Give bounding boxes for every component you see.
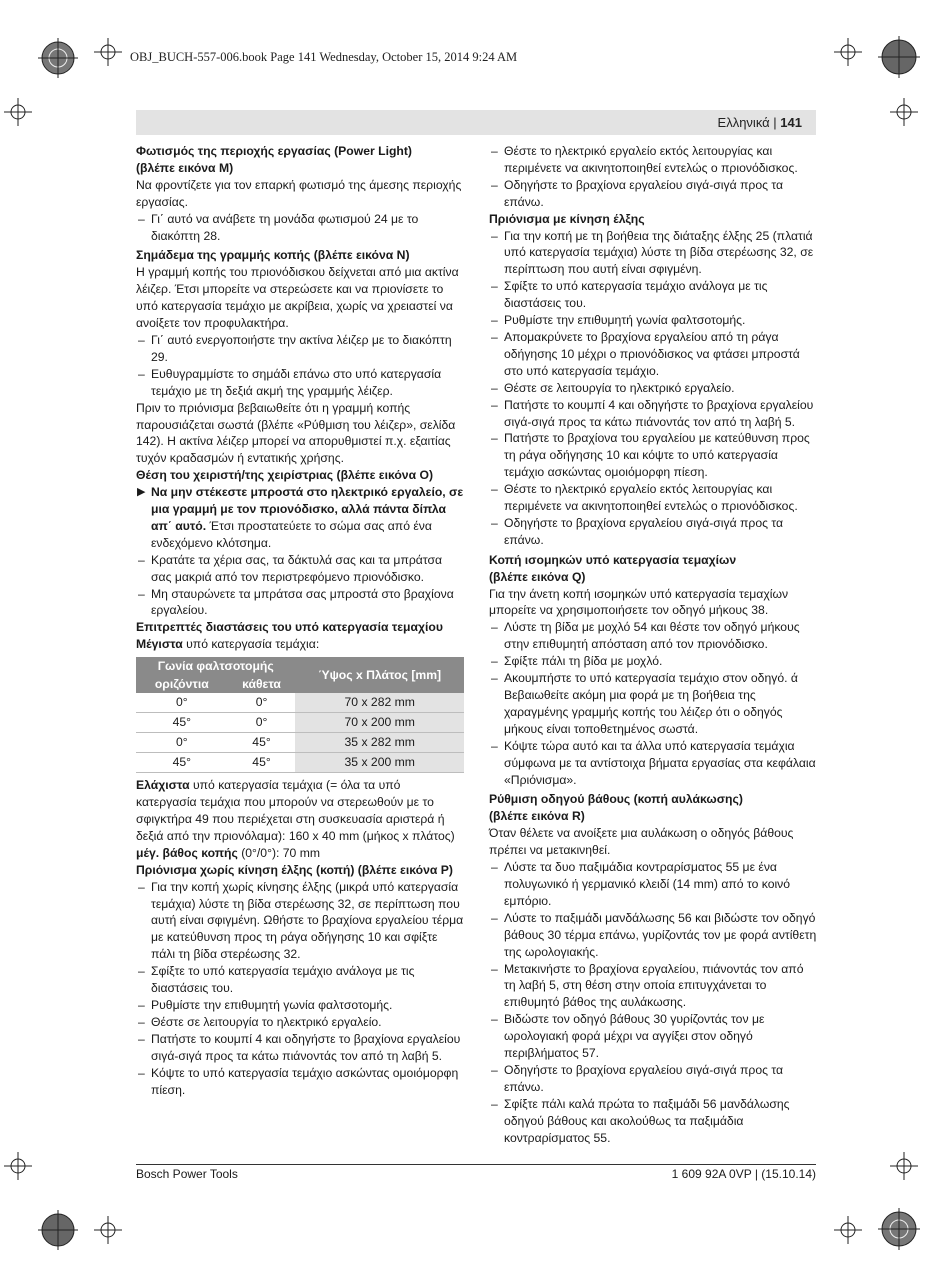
footer-divider — [136, 1164, 816, 1165]
list-item: – Μετακινήστε το βραχίονα εργαλείου, πιάνοντάς τον από τη λαβή 5, στη θέση στην οποία επιτυγχάνεται το επιθυμητό βάθος της αυλάκωσης. — [491, 961, 804, 1010]
footer-doc-number: 1 609 92A 0VP | (15.10.14) — [671, 1167, 816, 1181]
equal-length-subheading: (βλέπε εικόνα Q) — [489, 569, 586, 584]
running-header — [718, 115, 802, 130]
crosshair-mark-left-lower-icon — [4, 1152, 32, 1180]
list-item: – Λύστε τη βίδα με μοχλό 54 και θέστε τον οδηγό μήκους στην επιθυμητή απόσταση από τον πριονόδισκο. — [491, 620, 800, 652]
list-item: – Γι΄ αυτό ενεργοποιήστε την ακτίνα λέιζερ με το διακόπτη 29. — [138, 332, 452, 364]
list-item: – Σφίξτε πάλι καλά πρώτα το παξιμάδι 56 μανδάλωσης οδηγού βάθους και ακολούθως τα παξιμάδια κοντραρίσματος 55. — [491, 1096, 790, 1145]
list-item: – Οδηγήστε το βραχίονα εργαλείου σιγά-σιγά προς τα επάνω. — [491, 515, 784, 547]
registration-mark-top-right-icon — [878, 36, 920, 78]
power-light-subheading: (βλέπε εικόνα M) — [136, 160, 234, 175]
crosshair-mark-bottom-left-icon — [94, 1216, 122, 1244]
list-item: – Ρυθμίστε την επιθυμητή γωνία φαλτσοτομής. — [138, 997, 393, 1012]
registration-mark-top-left-icon — [38, 38, 78, 78]
registration-mark-bottom-left-icon — [38, 1210, 78, 1250]
operator-position-heading: Θέση του χειριστή/της χειρίστριας (βλέπε εικόνα O) — [136, 468, 434, 483]
sawing-pull-heading: Πριόνισμα με κίνηση έλξης — [489, 211, 645, 226]
table-header-vertical: κάθετα — [228, 675, 296, 693]
table-row: 0° 0° 70 x 282 mm — [136, 693, 464, 713]
list-item: – Θέστε σε λειτουργία το ηλεκτρικό εργαλείο. — [491, 380, 735, 395]
depth-stop-heading: Ρύθμιση οδηγού βάθους (κοπή αυλάκωσης) — [489, 792, 743, 807]
list-item: – Οδηγήστε το βραχίονα εργαλείου σιγά-σιγά προς τα επάνω. — [491, 177, 784, 209]
page-number: 141 — [780, 115, 802, 130]
list-item: – Μη σταυρώνετε τα μπράτσα σας μπροστά στο βραχίονα εργαλείου. — [138, 586, 454, 618]
list-item: – Πατήστε το κουμπί 4 και οδηγήστε το βραχίονα εργαλείου σιγά-σιγά προς τα κάτω πιάνοντάς τον από τη λαβή 5. — [138, 1031, 461, 1063]
max-depth-text: μέγ. βάθος κοπής (0°/0°): 70 mm — [136, 845, 321, 860]
list-item: – Κρατάτε τα χέρια σας, τα δάκτυλά σας και τα μπράτσα σας μακριά από τον περιστρεφόμενο πριονόδισκο. — [138, 552, 443, 584]
cut-line-heading: Σημάδεμα της γραμμής κοπής (βλέπε εικόνα N) — [136, 248, 410, 263]
min-dimensions-text: Ελάχιστα υπό κατεργασία τεμάχια (= όλα τα υπό κατεργασία τεμάχια που μπορούν να στερεωθούν με το σφιγκτήρα 49 που περιέχεται στη συσκευασία αριστερά ή δεξιά από την πριονόλαμα): 160 x 40 mm (μήκος x πλάτος) — [136, 778, 455, 843]
list-item: – Σφίξτε πάλι τη βίδα με μοχλό. — [491, 654, 663, 669]
crosshair-mark-top-right-icon — [834, 38, 862, 66]
list-item: – Για την κοπή χωρίς κίνησης έλξης (μικρά υπό κατεργασία τεμάχια) λύστε τη βίδα στερέωσης 32, σε περίπτωση που αυτή είναι σφιγμένη. Ωθήστε το βραχίονα εργαλείου τέρμα με κατεύθυνση προς τη ράγα οδήγησης 10 και σφίξτε πάλι τη βίδα στερέωσης 32. — [138, 879, 464, 962]
crosshair-mark-top-icon — [94, 38, 122, 66]
list-item: – Ευθυγραμμίστε το σημάδι επάνω στο υπό κατεργασία τεμάχιο με τη δεξιά ακμή της γραμμής λέιζερ. — [138, 366, 442, 398]
list-item: – Απομακρύνετε το βραχίονα εργαλείου από τη ράγα οδήγησης 10 μέχρι ο πριονόδισκος να φτάσει μπροστά στο υπό κατεργασία τεμάχιο. — [491, 329, 800, 378]
table-row: 45° 0° 70 x 200 mm — [136, 713, 464, 733]
list-item: – Θέστε σε λειτουργία το ηλεκτρικό εργαλείο. — [138, 1014, 382, 1029]
running-header-bar — [136, 110, 816, 135]
list-item: – Ακουμπήστε το υπό κατεργασία τεμάχιο στον οδηγό. ά Βεβαιωθείτε ακόμη μια φορά με τη βοήθεια της χαραγμένης γραμμής κοπής του λέιζερ ότι ο οδηγός μήκους είναι τοποθετημένος σωστά. — [491, 671, 798, 736]
max-dimensions-label: Μέγιστα υπό κατεργασία τεμάχια: — [136, 637, 320, 652]
list-item: – Θέστε το ηλεκτρικό εργαλείο εκτός λειτουργίας και περιμένετε να ακινητοποιηθεί εντελώς ο πριονόδισκος. — [491, 144, 798, 175]
list-item: – Σφίξτε το υπό κατεργασία τεμάχιο ανάλογα με τις διαστάσεις του. — [138, 964, 415, 996]
crosshair-mark-right-lower-icon — [890, 1152, 918, 1180]
list-item: – Ρυθμίστε την επιθυμητή γωνία φαλτσοτομής. — [491, 313, 746, 328]
header-separator: | — [769, 115, 781, 130]
print-header: OBJ_BUCH-557-006.book Page 141 Wednesday, October 15, 2014 9:24 AM — [130, 50, 518, 64]
table-header-group: Γωνία φαλτσοτομής — [136, 657, 295, 675]
equal-length-text: Για την άνετη κοπή ισομηκών υπό κατεργασία τεμαχίων μπορείτε να χρησιμοποιήσετε τον οδηγό μήκους 38. — [489, 586, 789, 618]
registration-mark-bottom-right-icon — [878, 1208, 920, 1250]
list-item: – Λύστε το παξιμάδι μανδάλωσης 56 και βιδώστε τον οδηγό βάθους 30 τέρμα επάνω, γυρίζοντάς τον με φορά αντίθετη της ωρολογιακής. — [491, 910, 817, 959]
list-item: – Οδηγήστε το βραχίονα εργαλείου σιγά-σιγά προς τα επάνω. — [491, 1062, 784, 1094]
depth-stop-text: Όταν θέλετε να ανοίξετε μια αυλάκωση ο οδηγός βάθους πρέπει να μετακινηθεί. — [489, 826, 794, 858]
power-light-text: Να φροντίζετε για τον επαρκή φωτισμό της άμεσης περιοχής εργασίας. — [136, 177, 462, 209]
list-item: – Θέστε το ηλεκτρικό εργαλείο εκτός λειτουργίας και περιμένετε να ακινητοποιηθεί εντελώς ο πριονόδισκος. — [491, 482, 798, 514]
warning-triangle-icon: ▶ — [137, 486, 146, 499]
cut-line-text: Η γραμμή κοπής του πριονόδισκου δείχνεται από μια ακτίνα λέιζερ. Έτσι μπορείτε να στερεώσετε και να πριονίσετε το υπό κατεργασία τεμάχιο με ακρίβεια, χωρίς να χρειαστεί να ανοίξετε τον προφυλακτήρα. — [136, 265, 459, 331]
equal-length-heading: Κοπή ισομηκών υπό κατεργασία τεμαχίων — [489, 552, 737, 567]
list-item: – Για την κοπή με τη βοήθεια της διάταξης έλξης 25 (πλατιά υπό κατεργασία τεμάχια) λύστε τη βίδα στερέωσης 32, σε περίπτωση που αυτή είναι σφιγμένη. — [491, 228, 814, 277]
dimensions-heading: Επιτρεπτές διαστάσεις του υπό κατεργασία τεμαχίου — [136, 620, 443, 635]
power-light-heading: Φωτισμός της περιοχής εργασίας (Power Light) — [136, 144, 412, 158]
list-item: – Κόψτε το υπό κατεργασία τεμάχιο ασκώντας ομοιόμορφη πίεση. — [138, 1065, 459, 1097]
footer-brand: Bosch Power Tools — [136, 1167, 238, 1181]
table-header-horizontal: οριζόντια — [136, 675, 228, 693]
header-language: Ελληνικά — [717, 115, 770, 130]
warning-item: ▶ Να μην στέκεστε μπροστά στο ηλεκτρικό εργαλείο, σε μια γραμμή με τον πριονόδισκο, αλλά πάντα δίπλα απ΄ αυτό. Έτσι προστατεύετε το σώμα σας από ένα ενδεχόμενο κλότσημα. — [137, 485, 464, 550]
table-row: 45° 45° 35 x 200 mm — [136, 753, 464, 773]
right-column — [489, 143, 817, 1146]
crosshair-mark-left-upper-icon — [4, 98, 32, 126]
list-item: – Σφίξτε το υπό κατεργασία τεμάχιο ανάλογα με τις διαστάσεις του. — [491, 279, 768, 311]
list-item: – Πατήστε το κουμπί 4 και οδηγήστε το βραχίονα εργαλείου σιγά-σιγά προς τα κάτω πιάνοντάς τον από τη λαβή 5. — [491, 397, 814, 429]
list-item: – Πατήστε το βραχίονα του εργαλείου με κατεύθυνση προς τη ράγα οδήγησης 10 και κόψτε το υπό κατεργασία τεμάχιο ασκώντας ομοιόμορφη πίεση. — [491, 431, 810, 480]
list-item: – Λύστε τα δυο παξιμάδια κοντραρίσματος 55 με ένα πολυγωνικό ή γερμανικό κλειδί (14 mm) από το κοινό εμπόριο. — [491, 860, 791, 908]
table-row: 0° 45° 35 x 282 mm — [136, 733, 464, 753]
cut-line-note: Πριν το πριόνισμα βεβαιωθείτε ότι η γραμμή κοπής παρουσιάζεται σωστά (βλέπε «Ρύθμιση του λέιζερ», σελίδα 142). Η ακτίνα λέιζερ μπορεί να απορυθμιστεί π.χ. εξαιτίας τυχόν κραδασμών ή εντατικής χρήσης. — [136, 400, 456, 466]
list-item: – Βιδώστε τον οδηγό βάθους 30 γυρίζοντάς τον με ωρολογιακή φορά μέχρι να αγγίξει στον οδηγό περιβλήματος 57. — [491, 1012, 765, 1061]
left-column — [136, 143, 464, 1098]
list-item: – Γι΄ αυτό να ανάβετε τη μονάδα φωτισμού 24 με το διακόπτη 28. — [138, 211, 419, 243]
sawing-no-pull-heading: Πριόνισμα χωρίς κίνηση έλξης (κοπή) (βλέπε εικόνα P) — [136, 862, 453, 877]
list-item: – Κόψτε τώρα αυτό και τα άλλα υπό κατεργασία τεμάχια σύμφωνα με τα αντίστοιχα βήματα εργασίας στα κεφάλαια «Πριόνισμα». — [491, 738, 816, 787]
table-header-size: Ύψος x Πλάτος [mm] — [295, 657, 464, 693]
depth-stop-subheading: (βλέπε εικόνα R) — [489, 809, 585, 824]
crosshair-mark-right-upper-icon — [890, 98, 918, 126]
crosshair-mark-bottom-right-icon — [834, 1216, 862, 1244]
dimensions-table — [136, 657, 464, 773]
